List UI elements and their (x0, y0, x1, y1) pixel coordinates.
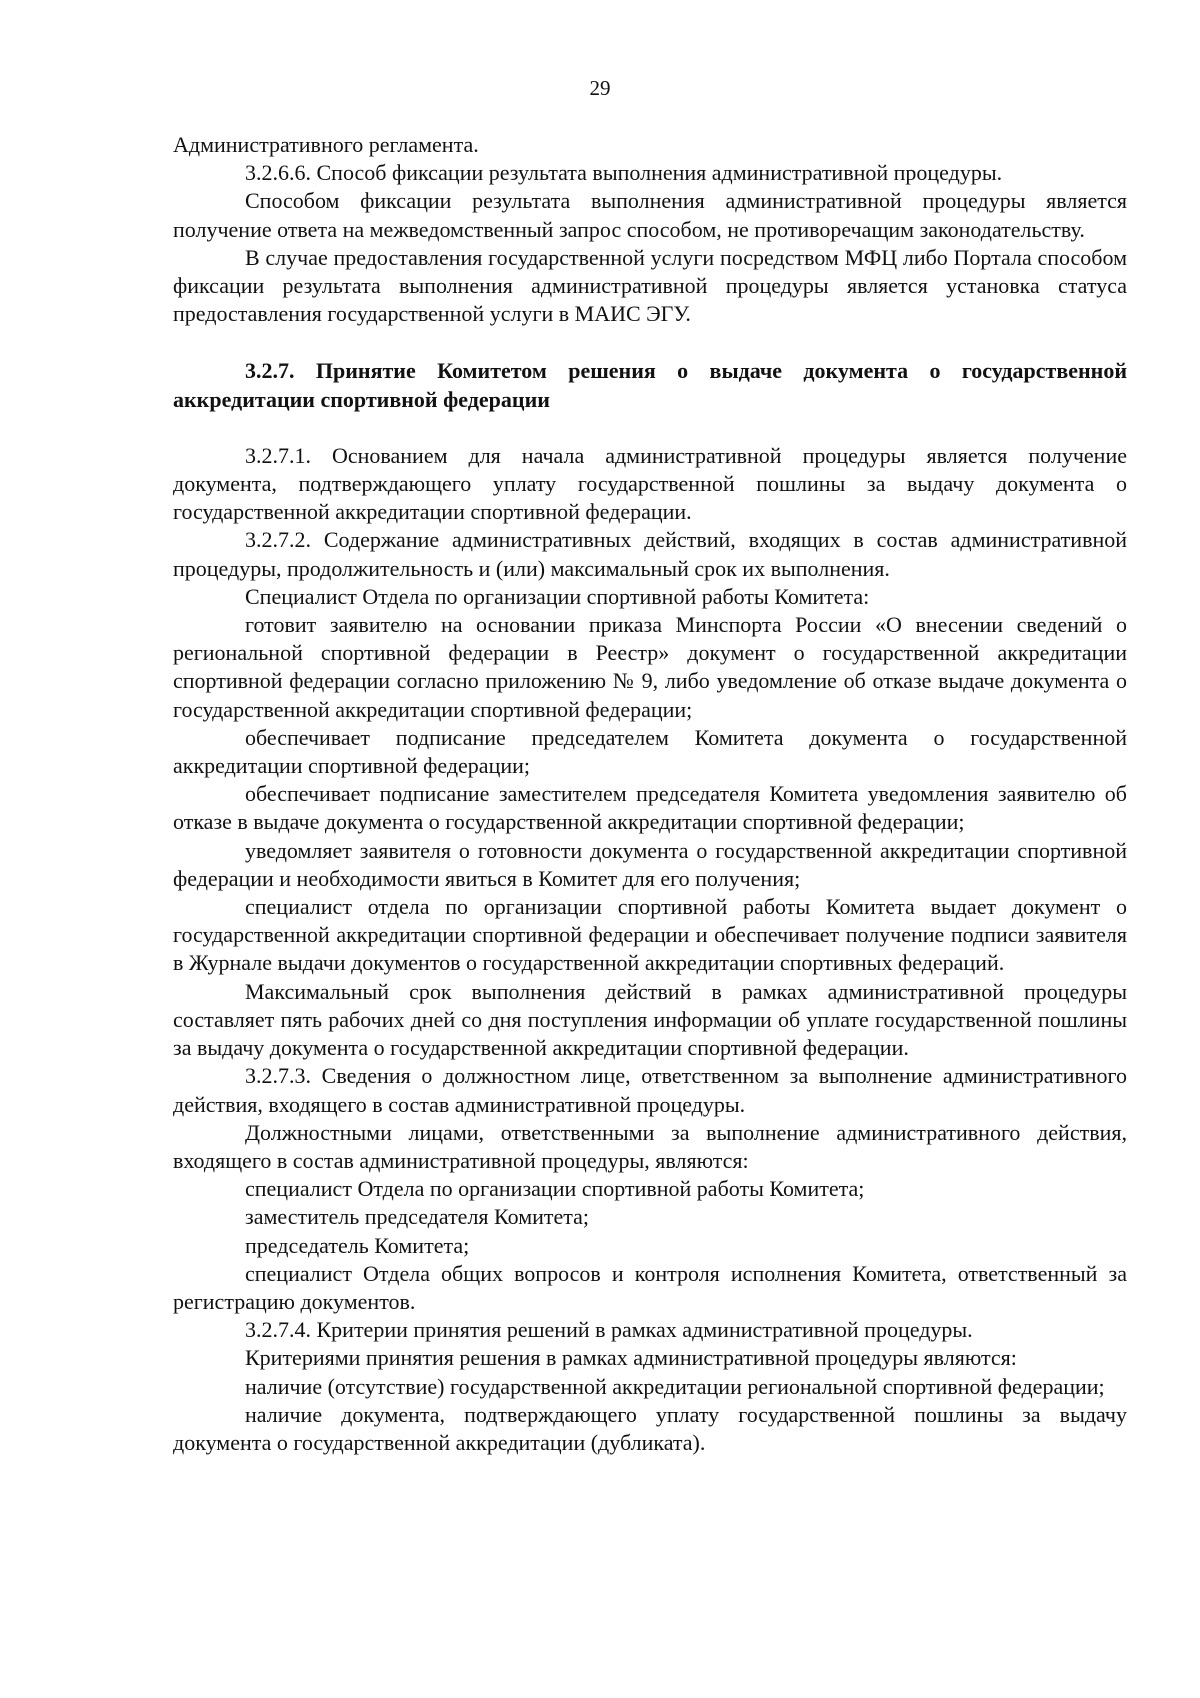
paragraph-2: Способом фиксации результата выполнения административной процедуры является получение ответа на межведомственный запрос способом, не противоречащим законодательству. (173, 188, 1127, 242)
paragraph-20: 3.2.7.4. Критерии принятия решений в рамках административной процедуры. (245, 1317, 973, 1343)
paragraph-0: Административного регламента. (173, 132, 479, 157)
paragraph-23: наличие документа, подтверждающего уплату государственной пошлины за выдачу документа о государственной аккредитации (дубликата). (173, 1401, 1127, 1455)
page-body (173, 131, 1127, 1457)
paragraph-17: заместитель председателя Комитета; (245, 1204, 590, 1230)
paragraph-13: Максимальный срок выполнения действий в рамках административной процедуры составляет пять рабочих дней со дня поступления информации об уплате государственной пошлины за выдачу документа о государственной аккредитации спортивной федерации. (173, 978, 1127, 1061)
paragraph-12: специалист отдела по организации спортивной работы Комитета выдает документ о государственной аккредитации спортивной федерации и обеспечивает получение подписи заявителя в Журнале выдачи документов о государственной аккредитации спортивных федераций. (173, 894, 1127, 976)
paragraph-19: специалист Отдела общих вопросов и контроля исполнения Комитета, ответственный за регистрацию документов. (173, 1260, 1127, 1314)
paragraph-3: В случае предоставления государственной услуги посредством МФЦ либо Портала способом фиксации результата выполнения административной процедуры является установка статуса предоставления государственной услуги в МАИС ЭГУ. (173, 244, 1127, 327)
paragraph-1: 3.2.6.6. Способ фиксации результата выполнения административной процедуры. (245, 160, 1003, 186)
paragraph-16: специалист Отдела по организации спортивной работы Комитета; (245, 1176, 865, 1202)
paragraph-10: обеспечивает подписание заместителем председателя Комитета уведомления заявителю об отказе в выдаче документа о государственной аккредитации спортивной федерации; (173, 781, 1127, 835)
paragraph-7: Специалист Отдела по организации спортивной работы Комитета: (245, 583, 870, 609)
page-number: 29 (589, 76, 611, 100)
paragraph-9: обеспечивает подписание председателем Комитета документа о государственной аккредитации спортивной федерации; (173, 724, 1127, 779)
paragraph-5: 3.2.7.1. Основанием для начала административной процедуры является получение документа, подтверждающего уплату государственной пошлины за выдачу документа о государственной аккредитации спортивной федерации. (173, 442, 1127, 525)
paragraph-11: уведомляет заявителя о готовности документа о государственной аккредитации спортивной федерации и необходимости явиться в Комитет для его получения; (173, 837, 1127, 891)
paragraph-6: 3.2.7.2. Содержание административных действий, входящих в состав административной процедуры, продолжительность и (или) максимальный срок их выполнения. (173, 527, 1127, 581)
section-heading: 3.2.7. Принятие Комитетом решения о выдаче документа о государственной аккредитации спортивной федерации (173, 358, 1127, 412)
paragraph-18: председатель Комитета; (245, 1232, 470, 1258)
paragraph-15: Должностными лицами, ответственными за выполнение административного действия, входящего в состав административной процедуры, являются: (173, 1119, 1127, 1173)
paragraph-22: наличие (отсутствие) государственной аккредитации региональной спортивной федерации; (245, 1373, 1105, 1399)
paragraph-21: Критериями принятия решения в рамках административной процедуры являются: (245, 1345, 1017, 1371)
paragraph-14: 3.2.7.3. Сведения о должностном лице, ответственном за выполнение административного действия, входящего в состав административной процедуры. (173, 1063, 1127, 1117)
paragraph-8: готовит заявителю на основании приказа Минспорта России «О внесении сведений о региональной спортивной федерации в Реестр» документ о государственной аккредитации спортивной федерации согласно приложению № 9, либо уведомление об отказе выдаче документа о государственной аккредитации спортивной федерации; (173, 612, 1127, 722)
